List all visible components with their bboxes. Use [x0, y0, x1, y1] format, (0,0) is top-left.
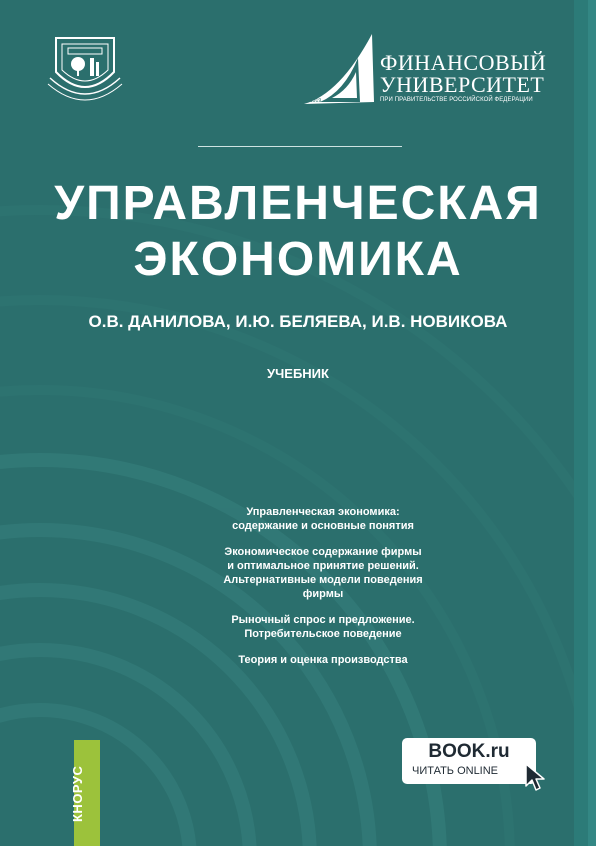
university-subtitle: ПРИ ПРАВИТЕЛЬСТВЕ РОССИЙСКОЙ ФЕДЕРАЦИИ	[380, 97, 533, 103]
book-kind: УЧЕБНИК	[267, 366, 329, 381]
read-online-text: ЧИТАТЬ ONLINE	[412, 765, 499, 777]
topic-item: Экономическое содержание фирмы и оптимальное принятие решений. Альтернативные модели поведения фирмы	[223, 546, 423, 600]
book-title	[0, 176, 596, 288]
topic-item: Теория и оценка производства	[238, 654, 408, 666]
right-edge-strip	[574, 0, 596, 846]
bookru-badge[interactable]	[402, 738, 536, 784]
book-title-line2: ЭКОНОМИКА	[133, 233, 463, 286]
university-name-line1: ФИНАНСОВЫЙ	[380, 50, 547, 75]
financial-university-logo-icon	[300, 32, 380, 112]
topic-item: Управленческая экономика: содержание и основные понятия	[232, 506, 414, 532]
bookru-logo-text: BOOK.ru	[428, 741, 510, 762]
university-seal-icon	[46, 32, 124, 104]
book-authors: О.В. ДАНИЛОВА, И.Ю. БЕЛЯЕВА, И.В. НОВИКОВА	[88, 312, 508, 331]
university-name-line2: УНИВЕРСИТЕТ	[380, 72, 545, 97]
publisher-label	[70, 722, 90, 822]
header-divider	[198, 146, 402, 147]
publisher-name: КНОРУС	[70, 765, 85, 822]
cursor-arrow-icon	[524, 762, 548, 792]
topics-list	[203, 505, 443, 679]
topic-item: Рыночный спрос и предложение. Потребительское поведение	[231, 614, 415, 640]
book-title-line1: УПРАВЛЕНЧЕСКАЯ	[54, 177, 542, 230]
financial-university-logo	[300, 32, 547, 112]
logo-year: 1919	[310, 98, 322, 104]
